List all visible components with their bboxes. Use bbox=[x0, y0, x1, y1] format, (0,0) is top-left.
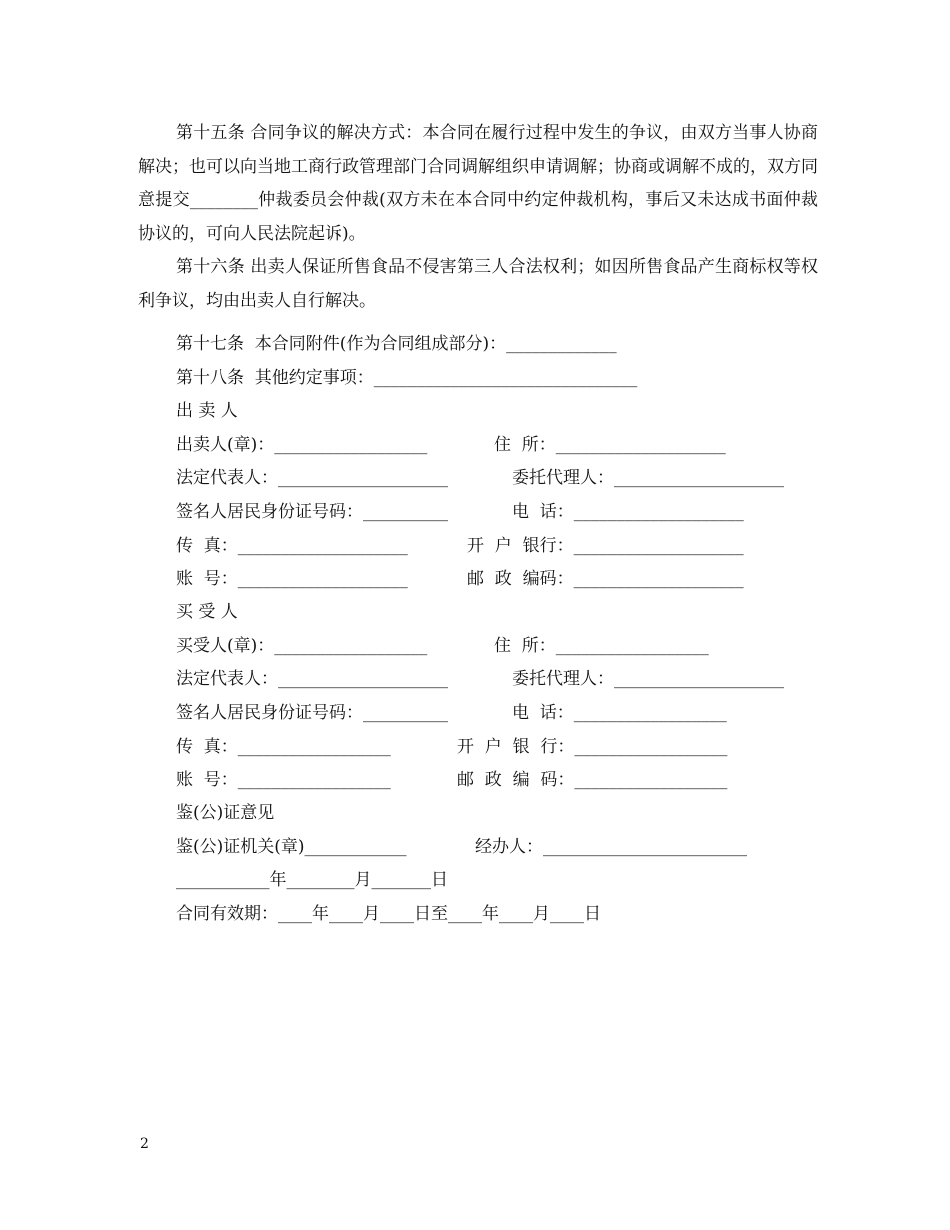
buyer-postcode: 邮 政 编 码：__________________ bbox=[457, 770, 728, 790]
seller-bank: 开 户 银行：____________________ bbox=[467, 536, 744, 556]
buyer-heading: 买 受 人 bbox=[176, 602, 238, 622]
buyer-fax: 传 真：__________________ bbox=[176, 737, 391, 757]
buyer-id-no: 签名人居民身份证号码：__________ bbox=[176, 703, 448, 723]
notary-heading: 鉴(公)证意见 bbox=[176, 803, 275, 823]
seller-postcode: 邮 政 编码：____________________ bbox=[467, 569, 744, 589]
page-number: 2 bbox=[140, 1136, 149, 1152]
notary-authority: 鉴(公)证机关(章)____________ bbox=[176, 837, 407, 857]
buyer-account: 账 号：__________________ bbox=[176, 770, 391, 790]
article-17: 第十七条 本合同附件(作为合同组成部分)：_____________ bbox=[176, 334, 617, 354]
contract-validity: 合同有效期：____年____月____日至____年____月____日 bbox=[176, 904, 601, 924]
article-15: 第十五条 合同争议的解决方式：本合同在履行过程中发生的争议，由双方当事人协商解决；也可以向当地工商行政管理部门合同调解组织申请调解；协商或调解不成的，双方同意提交________仲裁委员会仲裁(双方未在本合同中约定仲裁机构，事后又未达成书面仲裁协议的，可向人民法院起诉)。 bbox=[138, 123, 818, 244]
seller-fax: 传 真：____________________ bbox=[176, 536, 408, 556]
seller-seal: 出卖人(章)：__________________ bbox=[176, 435, 428, 455]
seller-heading: 出 卖 人 bbox=[176, 401, 238, 421]
seller-agent: 委托代理人：____________________ bbox=[512, 468, 784, 488]
article-16: 第十六条 出卖人保证所售食品不侵害第三人合法权利；如因所售食品产生商标权等权利争议，均由出卖人自行解决。 bbox=[138, 257, 818, 311]
buyer-phone: 电 话：__________________ bbox=[512, 703, 727, 723]
notary-handler: 经办人：________________________ bbox=[475, 837, 747, 857]
seller-phone: 电 话：____________________ bbox=[512, 502, 744, 522]
buyer-legal-rep: 法定代表人：____________________ bbox=[176, 669, 448, 689]
notary-date: ___________年________月_______日 bbox=[176, 870, 448, 890]
seller-id-no: 签名人居民身份证号码：__________ bbox=[176, 502, 448, 522]
buyer-address: 住 所：__________________ bbox=[494, 636, 709, 656]
seller-address: 住 所：____________________ bbox=[494, 435, 726, 455]
buyer-agent: 委托代理人：____________________ bbox=[512, 669, 784, 689]
seller-account: 账 号：____________________ bbox=[176, 569, 408, 589]
buyer-bank: 开 户 银 行：__________________ bbox=[457, 737, 728, 757]
article-18: 第十八条 其他约定事项：_______________________________ bbox=[176, 368, 638, 388]
seller-legal-rep: 法定代表人：____________________ bbox=[176, 468, 448, 488]
buyer-seal: 买受人(章)：__________________ bbox=[176, 636, 428, 656]
